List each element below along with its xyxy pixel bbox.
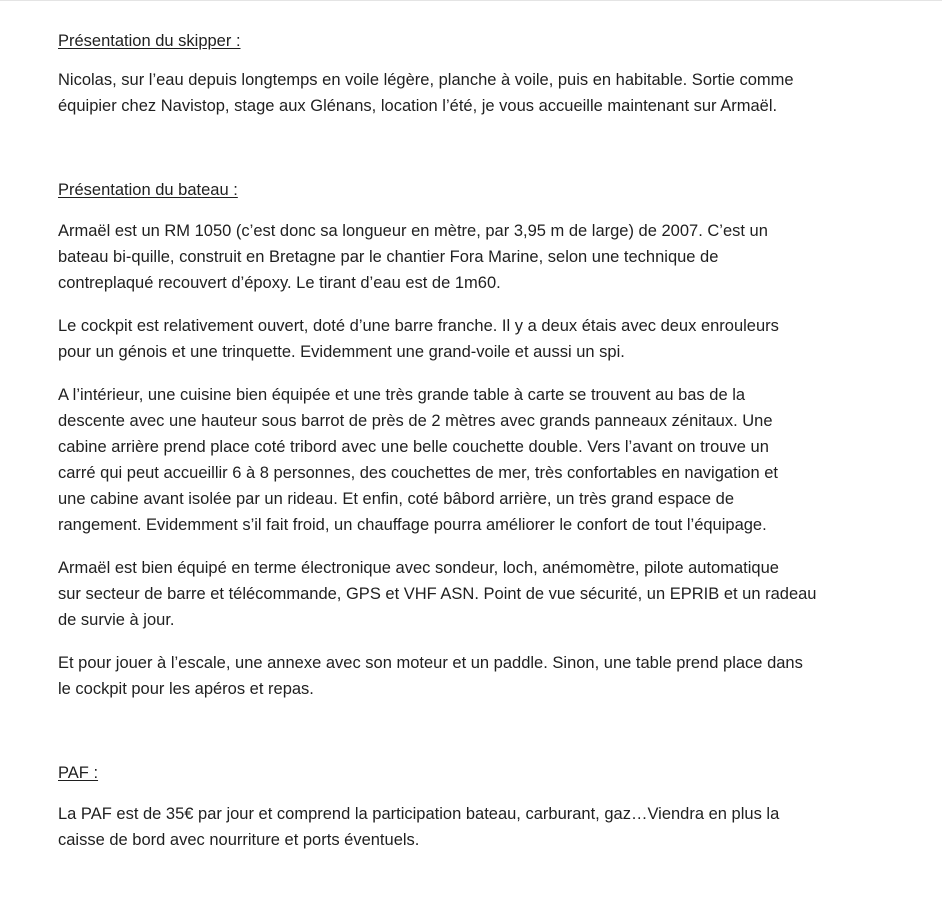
skipper-paragraph: [58, 67, 908, 119]
text-line: le cockpit pour les apéros et repas.: [58, 680, 314, 698]
text-line: équipier chez Navistop, stage aux Glénans, location l’été, je vous accueille maintenant sur Armaël.: [58, 97, 778, 115]
text-line: Armaël est bien équipé en terme électronique avec sondeur, loch, anémomètre, pilote automatique: [58, 559, 779, 577]
text-line: Et pour jouer à l’escale, une annexe avec son moteur et un paddle. Sinon, une table prend place dans: [58, 654, 803, 672]
page-top-border: [0, 0, 942, 1]
skipper-heading: Présentation du skipper :: [58, 32, 241, 50]
paf-paragraph: [58, 801, 908, 853]
text-line: contreplaqué recouvert d’époxy. Le tirant d’eau est de 1m60.: [58, 274, 501, 292]
text-line: Nicolas, sur l’eau depuis longtemps en voile légère, planche à voile, puis en habitable. Sortie comme: [58, 71, 794, 89]
bateau-paragraph-5: [58, 650, 908, 702]
bateau-paragraph-2: [58, 313, 908, 365]
paf-heading: PAF :: [58, 764, 99, 782]
text-line: une cabine avant isolée par un rideau. Et enfin, coté bâbord arrière, un très grand espace de: [58, 490, 735, 508]
text-line: Le cockpit est relativement ouvert, doté d’une barre franche. Il y a deux étais avec deux enrouleurs: [58, 317, 779, 335]
text-line: pour un génois et une trinquette. Evidemment une grand-voile et aussi un spi.: [58, 343, 625, 361]
text-line: sur secteur de barre et télécommande, GPS et VHF ASN. Point de vue sécurité, un EPRIB et un radeau: [58, 585, 817, 603]
text-line: bateau bi-quille, construit en Bretagne par le chantier Fora Marine, selon une technique de: [58, 248, 719, 266]
text-line: cabine arrière prend place coté tribord avec une belle couchette double. Vers l’avant on trouve un: [58, 438, 769, 456]
bateau-paragraph-4: [58, 555, 908, 633]
text-line: rangement. Evidemment s’il fait froid, un chauffage pourra améliorer le confort de tout l’équipage.: [58, 516, 767, 534]
text-line: de survie à jour.: [58, 611, 175, 629]
text-line: caisse de bord avec nourriture et ports éventuels.: [58, 831, 420, 849]
text-line: carré qui peut accueillir 6 à 8 personnes, des couchettes de mer, très confortables en navigation et: [58, 464, 779, 482]
text-line: Armaël est un RM 1050 (c’est donc sa longueur en mètre, par 3,95 m de large) de 2007. C’est un: [58, 222, 768, 240]
bateau-paragraph-1: [58, 218, 908, 296]
bateau-paragraph-3: [58, 382, 908, 538]
text-line: descente avec une hauteur sous barrot de près de 2 mètres avec grands panneaux zénitaux. Une: [58, 412, 773, 430]
bateau-heading: Présentation du bateau :: [58, 181, 238, 199]
text-line: A l’intérieur, une cuisine bien équipée et une très grande table à carte se trouvent au bas de la: [58, 386, 746, 404]
text-line: La PAF est de 35€ par jour et comprend la participation bateau, carburant, gaz…Viendra en plus la: [58, 805, 780, 823]
